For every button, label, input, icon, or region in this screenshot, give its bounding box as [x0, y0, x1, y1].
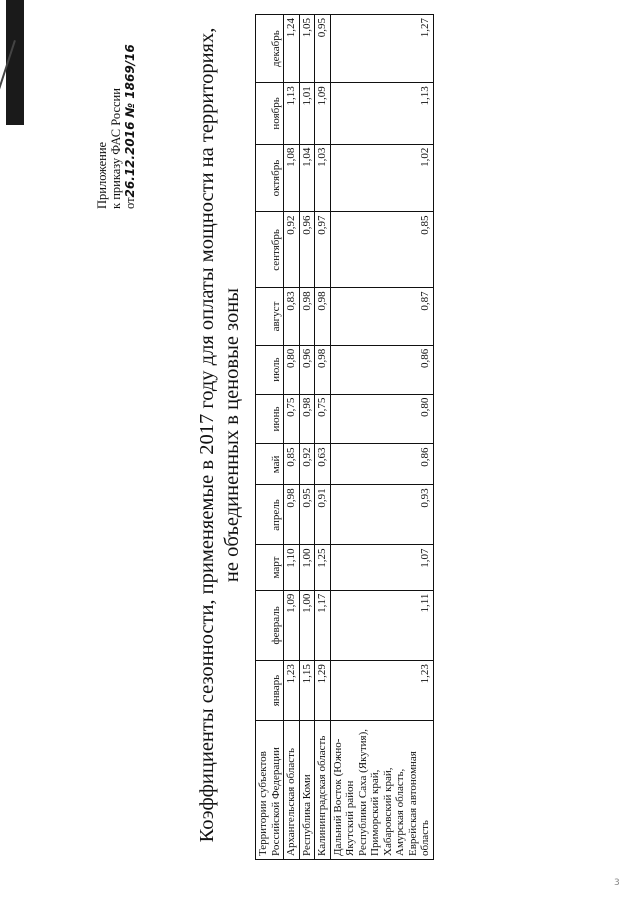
seasonality-table — [255, 14, 434, 860]
value-cell: 0,86 — [330, 444, 433, 485]
month-header: декабрь — [256, 15, 284, 83]
appendix-block — [95, 9, 137, 209]
handwritten-date-number: 26.12.2016 № 1869/16 — [123, 44, 137, 198]
value-cell: 1,02 — [330, 144, 433, 212]
table-row — [284, 15, 300, 860]
appendix-date-line — [123, 9, 137, 209]
value-cell: 0,92 — [299, 444, 315, 485]
value-cell: 0,96 — [299, 345, 315, 394]
region-cell: Архангельская область — [284, 721, 300, 860]
value-cell: 0,87 — [330, 288, 433, 345]
value-cell: 0,85 — [330, 212, 433, 288]
month-header: июнь — [256, 394, 284, 444]
value-cell: 1,07 — [330, 545, 433, 590]
value-cell: 1,24 — [284, 15, 300, 83]
value-cell: 0,85 — [284, 444, 300, 485]
month-header: август — [256, 288, 284, 345]
value-cell: 0,98 — [284, 485, 300, 545]
value-cell: 0,75 — [284, 394, 300, 444]
table-row — [330, 15, 433, 860]
table-row — [299, 15, 315, 860]
month-header: ноябрь — [256, 83, 284, 144]
value-cell: 0,95 — [315, 15, 331, 83]
region-cell: Дальний Восток (Южно-Якутский район Республики Саха (Якутия), Приморский край, Хабаровский край, Амурская область, Еврейская автономная область — [330, 721, 433, 860]
value-cell: 1,05 — [299, 15, 315, 83]
value-cell: 0,63 — [315, 444, 331, 485]
page-mark: 3 — [614, 878, 620, 888]
month-header: январь — [256, 661, 284, 721]
value-cell: 0,98 — [315, 288, 331, 345]
month-header: март — [256, 545, 284, 590]
region-cell: Калининградская область — [315, 721, 331, 860]
value-cell: 1,01 — [299, 83, 315, 144]
appendix-label: Приложение — [95, 141, 109, 209]
value-cell: 1,00 — [299, 590, 315, 661]
value-cell: 0,91 — [315, 485, 331, 545]
value-cell: 1,09 — [284, 590, 300, 661]
value-cell: 1,13 — [284, 83, 300, 144]
region-column-header: Территории субъектов Российской Федерации — [256, 721, 284, 860]
value-cell: 0,98 — [299, 394, 315, 444]
value-cell: 1,15 — [299, 661, 315, 721]
value-cell: 0,92 — [284, 212, 300, 288]
value-cell: 1,17 — [315, 590, 331, 661]
document-title — [195, 25, 245, 845]
title-line-2: не объединенных в ценовые зоны — [221, 287, 243, 583]
value-cell: 1,11 — [330, 590, 433, 661]
appendix-order-ref: к приказу ФАС России — [109, 88, 123, 209]
region-cell: Республика Коми — [299, 721, 315, 860]
value-cell: 0,83 — [284, 288, 300, 345]
value-cell: 1,25 — [315, 545, 331, 590]
title-line-1: Коэффициенты сезонности, применяемые в 2017 году для оплаты мощности на территориях, — [196, 27, 218, 843]
value-cell: 0,80 — [284, 345, 300, 394]
value-cell: 0,95 — [299, 485, 315, 545]
value-cell: 1,23 — [330, 661, 433, 721]
value-cell: 0,98 — [315, 345, 331, 394]
month-header: апрель — [256, 485, 284, 545]
value-cell: 1,08 — [284, 144, 300, 212]
month-header: октябрь — [256, 144, 284, 212]
value-cell: 1,27 — [330, 15, 433, 83]
value-cell: 0,86 — [330, 345, 433, 394]
value-cell: 0,96 — [299, 212, 315, 288]
month-header: февраль — [256, 590, 284, 661]
table-row — [315, 15, 331, 860]
value-cell: 1,09 — [315, 83, 331, 144]
value-cell: 0,97 — [315, 212, 331, 288]
month-header: июль — [256, 345, 284, 394]
value-cell: 1,29 — [315, 661, 331, 721]
value-cell: 1,04 — [299, 144, 315, 212]
appendix-date-prefix: от — [123, 197, 137, 209]
table-header-row — [256, 15, 284, 860]
value-cell: 1,10 — [284, 545, 300, 590]
value-cell: 1,03 — [315, 144, 331, 212]
value-cell: 1,13 — [330, 83, 433, 144]
value-cell: 0,80 — [330, 394, 433, 444]
value-cell: 0,98 — [299, 288, 315, 345]
value-cell: 0,93 — [330, 485, 433, 545]
value-cell: 0,75 — [315, 394, 331, 444]
month-header: май — [256, 444, 284, 485]
month-header: сентябрь — [256, 212, 284, 288]
value-cell: 1,23 — [284, 661, 300, 721]
value-cell: 1,00 — [299, 545, 315, 590]
